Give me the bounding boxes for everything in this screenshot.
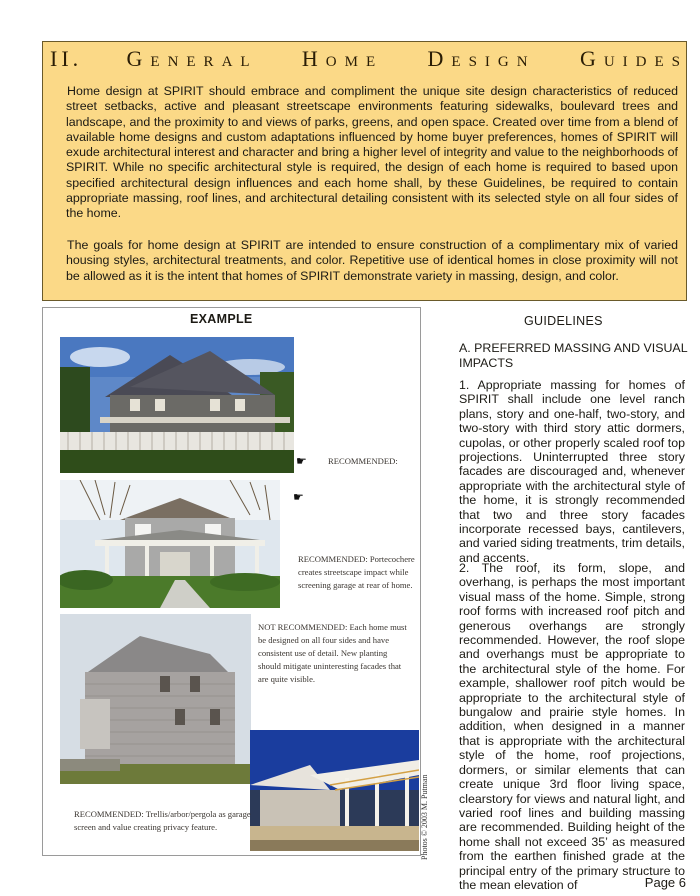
caption-recommended-1: RECOMMENDED: [328, 456, 398, 466]
caption-not-recommended: NOT RECOMMENDED: Each home must be designed on all four sides and have consistent use of detail. New planting should mitigate uninteresting facades that are quite visible. [258, 622, 407, 684]
guidelines-subtitle: A. PREFERRED MASSING AND VISUAL IMPACTS [459, 341, 688, 370]
photo-credit: Photos © 2003 M. Putman [420, 774, 429, 860]
caption-recommended-2: RECOMMENDED: Portecochere creates streetscape impact while screening garage at rear of home. [298, 554, 415, 590]
photo-pergola [250, 730, 419, 851]
section-title [50, 46, 688, 74]
guideline-paragraph: 1. Appropriate massing for homes of SPIRIT shall include one level ranch plans, story and one-half, two-story, and two-story with third story attic dormers, cupolas, or other properly scaled roof top projections. Uninterrupted three story facades are discouraged and, whenever appropriate with the architectural style of the home, it is strongly recommended that two and three story facades incorporate recessed bays, cantilevers, and varied siding treatments, trim details, and accents. [459, 378, 685, 565]
photo-house-picket-fence [60, 337, 294, 473]
intro-paragraph: Home design at SPIRIT should embrace and compliment the unique site design characteristics of reduced street setbacks, active and pleasant streetscape environments featuring sidewalks, boulevard trees and landscape, and the proximity to and views of parks, greens, and open space. Created over time from a blend of available home designs and custom adaptations influenced by home buyer preferences, homes of SPIRIT will exude architectural interest and character and bring a higher level of integrity and value to the neighborhoods of SPIRIT. While no specific architectural style is required, the design of each home is required to based upon specified architectural design influences and each home shall, by these Guidelines, be required to contain appropriate massing, roof lines, and architectural detailing consistent with its selected style on all four sides of the home. [66, 84, 678, 221]
title-word: Guides [579, 46, 688, 71]
title-word: General [126, 46, 258, 71]
intro-paragraph: The goals for home design at SPIRIT are intended to ensure construction of a complimentary mix of varied housing styles, architectural treatments, and color. Repetitive use of identical homes in close proximity will not be allowed as it is the intent that homes of SPIRIT demonstrate variety in massing, design, and color. [66, 238, 678, 283]
pointing-hand-icon: ☛ [293, 490, 304, 504]
guidelines-title: GUIDELINES [524, 314, 603, 328]
photo-porte-cochere-house [60, 480, 280, 608]
pointing-hand-icon: ☛ [296, 454, 307, 468]
title-word: Design [427, 46, 536, 71]
page-number: Page 6 [644, 875, 686, 890]
title-word: Home [301, 46, 384, 71]
example-title: EXAMPLE [190, 312, 253, 326]
caption-recommended-3: RECOMMENDED: Trellis/arbor/pergola as garage screen and value creating privacy feature. [74, 809, 251, 832]
photo-three-story-house [60, 614, 251, 784]
title-numeral: II. [50, 46, 83, 71]
guideline-paragraph: 2. The roof, its form, slope, and overhang, is perhaps the most important visual mass of the home. Simple, strong roof forms with increased roof pitch and generous overhangs are strongly recommended. However, the roof slope and overhangs must be appropriate to the architectural style of the home. For example, shallower roof pitch would be appropriate to the architectural style of bungalow and prairie style homes. In addition, when designed in a manner that is appropriate with the architectural style of the home, roof projections, dormers, or similar elements that can create unique 3rd floor living space, clearstory for views and natural light, and varied roof lines and building massing are recommended. Building height of the home shall not exceed 35’ as measured from the earthen finished grade at the principal entry of the primary structure to the mean elevation of [459, 561, 685, 892]
